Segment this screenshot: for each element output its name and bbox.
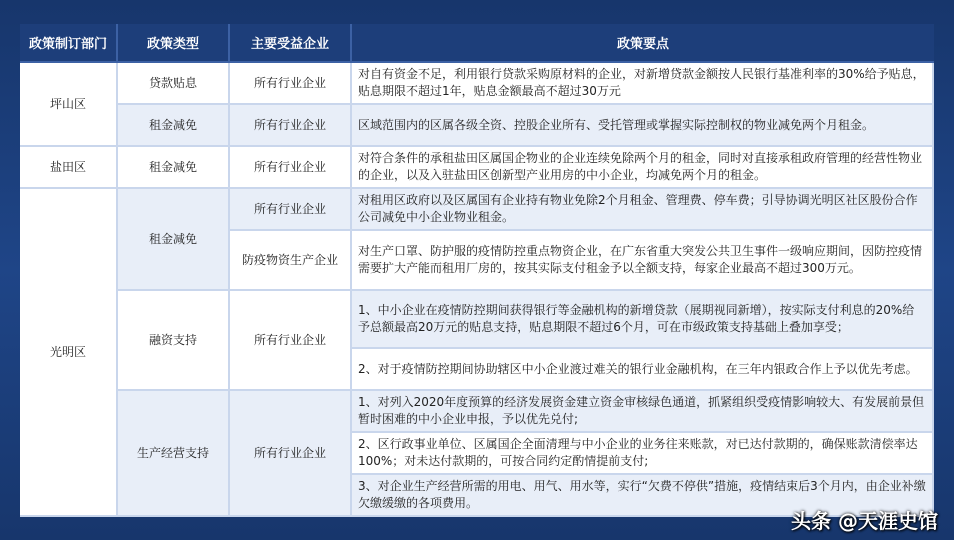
table-row <box>20 189 934 231</box>
enterprise-cell: 防疫物资生产企业 <box>230 231 352 291</box>
detail-cell: 对自有资金不足，利用银行贷款采购原材料的企业，对新增贷款金额按人民银行基准利率的30%给予贴息，贴息期限不超过1年，贴息金额最高不超过30万元 <box>352 63 934 105</box>
policy-table <box>20 24 934 517</box>
detail-cell: 2、对于疫情防控期间协助辖区中小企业渡过难关的银行业金融机构，在三年内银政合作上予以优先考虑。 <box>352 349 934 391</box>
watermark: 头条 @天涯史馆 <box>791 509 938 533</box>
detail-cell: 3、对企业生产经营所需的用电、用气、用水等，实行“欠费不停供”措施，疫情结束后3个月内，由企业补缴欠缴缓缴的各项费用。 <box>352 475 934 517</box>
dept-cell-yantian: 盐田区 <box>20 147 118 189</box>
header-points: 政策要点 <box>352 24 934 63</box>
detail-cell: 1、中小企业在疫情防控期间获得银行等金融机构的新增贷款（展期视同新增），按实际支付利息的20%给予总额最高20万元的贴息支持，贴息期限不超过6个月，可在市级政策支持基础上叠加享受； <box>352 291 934 349</box>
detail-cell: 2、区行政事业单位、区属国企全面清理与中小企业的业务往来账款，对已达付款期的，确保账款清偿率达100%；对未达付款期的，可按合同约定酌情提前支付; <box>352 433 934 475</box>
enterprise-cell: 所有行业企业 <box>230 189 352 231</box>
table-row <box>20 391 934 433</box>
enterprise-cell: 所有行业企业 <box>230 63 352 105</box>
table-row <box>20 105 934 147</box>
header-enterprise: 主要受益企业 <box>230 24 352 63</box>
detail-cell: 区域范围内的区属各级全资、控股企业所有、受托管理或掌握实际控制权的物业减免两个月租金。 <box>352 105 934 147</box>
type-cell: 生产经营支持 <box>118 391 230 517</box>
header-dept: 政策制订部门 <box>20 24 118 63</box>
detail-cell: 对生产口罩、防护服的疫情防控重点物资企业，在广东省重大突发公共卫生事件一级响应期间，因防控疫情需要扩大产能而租用厂房的，按其实际支付租金予以全额支持，每家企业最高不超过300万元。 <box>352 231 934 291</box>
detail-cell: 对租用区政府以及区属国有企业持有物业免除2个月租金、管理费、停车费；引导协调光明区社区股份合作公司减免中小企业物业租金。 <box>352 189 934 231</box>
enterprise-cell: 所有行业企业 <box>230 147 352 189</box>
table-row <box>20 147 934 189</box>
type-cell: 租金减免 <box>118 147 230 189</box>
type-cell: 租金减免 <box>118 189 230 291</box>
dept-cell-pingshan: 坪山区 <box>20 63 118 147</box>
detail-cell: 1、对列入2020年度预算的经济发展资金建立资金审核绿色通道，抓紧组织受疫情影响较大、有发展前景但暂时困难的中小企业申报，予以优先兑付; <box>352 391 934 433</box>
table-row <box>20 63 934 105</box>
detail-cell: 对符合条件的承租盐田区属国企物业的企业连续免除两个月的租金，同时对直接承租政府管理的经营性物业的企业，以及入驻盐田区创新型产业用房的中小企业，均减免两个月的租金。 <box>352 147 934 189</box>
dept-cell-guangming: 光明区 <box>20 189 118 517</box>
table-header-row <box>20 24 934 63</box>
header-type: 政策类型 <box>118 24 230 63</box>
enterprise-cell: 所有行业企业 <box>230 391 352 517</box>
table-row <box>20 291 934 349</box>
type-cell: 贷款贴息 <box>118 63 230 105</box>
type-cell: 融资支持 <box>118 291 230 391</box>
enterprise-cell: 所有行业企业 <box>230 291 352 391</box>
type-cell: 租金减免 <box>118 105 230 147</box>
enterprise-cell: 所有行业企业 <box>230 105 352 147</box>
